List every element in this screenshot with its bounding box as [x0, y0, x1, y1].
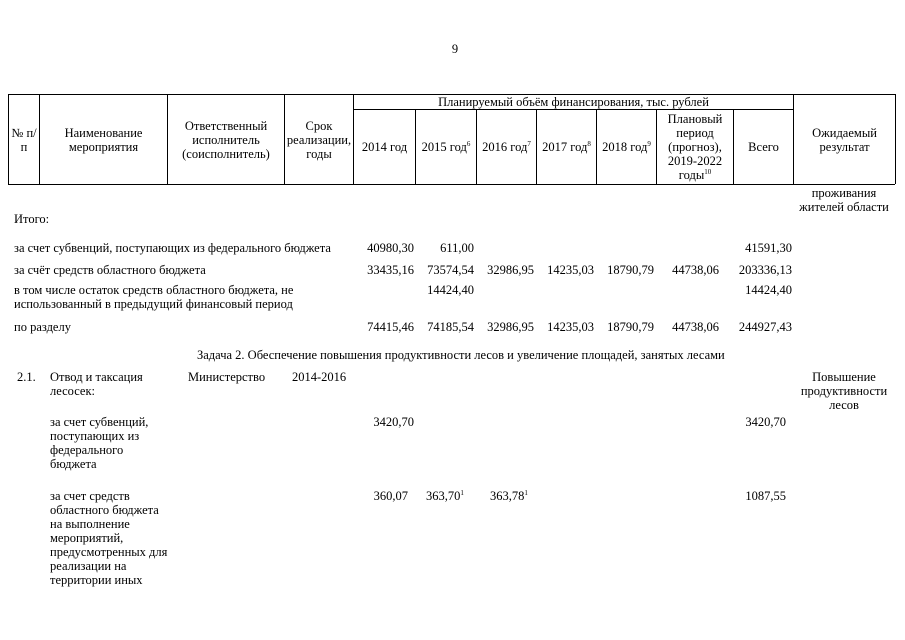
- item-term: 2014-2016: [292, 370, 347, 384]
- header-2016: 2016 год$^7$: [482, 140, 531, 154]
- sub-label-regional: за счет средств областного бюджета на выполнение мероприятий, предусмотренных для реализации на территории иных: [50, 489, 168, 587]
- item-executor: Министерство: [188, 370, 266, 384]
- cell-2015: 73574,54: [427, 263, 474, 277]
- header-result: Ожидаемый результат: [812, 125, 877, 154]
- sub-federal-2014: 3420,70: [373, 415, 414, 429]
- header-name: Наименование мероприятия: [64, 125, 143, 154]
- header-bottom-border: [8, 184, 895, 185]
- cell-total: 203336,13: [738, 263, 792, 277]
- header-executor: Ответственный исполнитель (соисполнитель): [182, 118, 270, 161]
- cell-2017: 14235,03: [547, 263, 594, 277]
- cell-2015: 14424,40: [427, 283, 474, 297]
- item-result: Повышение продуктивности лесов: [800, 370, 888, 412]
- sub-federal-total: 3420,70: [745, 415, 786, 429]
- sub-regional-2016: 363,78$^1$: [490, 489, 528, 503]
- itogo-label: Итого:: [14, 212, 50, 226]
- header-term: Срок реализации, годы: [286, 118, 352, 161]
- cell-2015: 74185,54: [427, 320, 474, 334]
- header-num: № п/п: [11, 125, 37, 154]
- cell-plan: 44738,06: [672, 263, 719, 277]
- cell-total: 41591,30: [745, 241, 792, 255]
- carryover-result: проживания жителей области: [799, 186, 889, 214]
- sub-regional-2014: 360,07: [373, 489, 408, 503]
- cell-2017: 14235,03: [547, 320, 594, 334]
- cell-2018: 18790,79: [607, 320, 654, 334]
- item-name: Отвод и таксация лесосек:: [50, 370, 143, 398]
- header-total: Всего: [748, 140, 779, 154]
- cell-total: 244927,43: [738, 320, 792, 334]
- cell-2016: 32986,95: [487, 263, 534, 277]
- sub-regional-total: 1087,55: [745, 489, 786, 503]
- sub-regional-2015: 363,70$^1$: [426, 489, 464, 503]
- header-2015: 2015 год$^6$: [421, 140, 471, 154]
- cell-2014: 74415,46: [367, 320, 414, 334]
- sub-label-federal: за счет субвенций, поступающих из федерального бюджета: [50, 415, 149, 471]
- cell-plan: 44738,06: [672, 320, 719, 334]
- row-label: в том числе остаток средств областного бюджета, не использованный в предыдущий финансовый период: [14, 283, 294, 311]
- header-2014: 2014 год: [361, 140, 408, 154]
- row-label: за счёт средств областного бюджета: [14, 263, 206, 277]
- page-number: 9: [451, 42, 459, 56]
- task2-title: Задача 2. Обеспечение повышения продуктивности лесов и увеличение площадей, занятых лесами: [197, 348, 725, 362]
- row-label: за счет субвенций, поступающих из федерального бюджета: [14, 241, 331, 255]
- cell-2014: 40980,30: [367, 241, 414, 255]
- header-2018: 2018 год$^9$: [602, 140, 651, 154]
- cell-2018: 18790,79: [607, 263, 654, 277]
- header-planned: Планируемый объём финансирования, тыс. рублей: [438, 95, 709, 109]
- header-plan-period: Плановый период (прогноз), 2019-2022 годы$^{10}$: [667, 112, 723, 182]
- header-2017: 2017 год$^8$: [542, 140, 591, 154]
- row-label: по разделу: [14, 320, 71, 334]
- cell-2014: 33435,16: [367, 263, 414, 277]
- cell-2015: 611,00: [440, 241, 474, 255]
- cell-2016: 32986,95: [487, 320, 534, 334]
- cell-total: 14424,40: [745, 283, 792, 297]
- item-num: 2.1.: [17, 370, 36, 384]
